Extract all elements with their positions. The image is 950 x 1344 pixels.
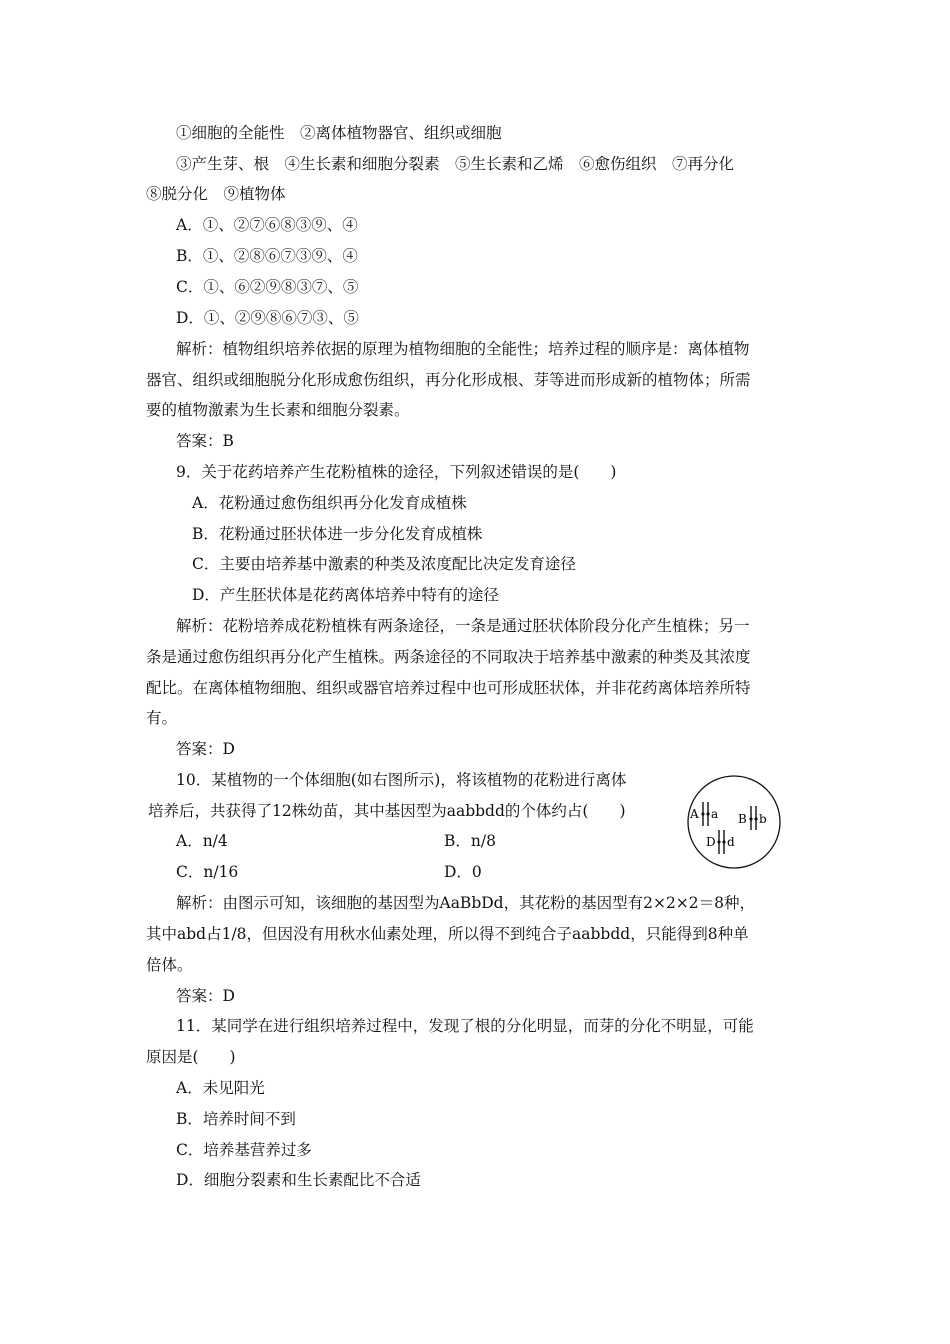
text-line: ⑧脱分化 ⑨植物体 — [146, 185, 286, 203]
question-9: 9．关于花药培养产生花粉植株的途径，下列叙述错误的是( ) — [176, 463, 617, 481]
question-10: 10．某植物的一个体细胞(如右图所示)，将该植物的花粉进行离体 — [176, 771, 627, 789]
option-c: C．①、⑥②⑨⑧③⑦、⑤ — [176, 278, 359, 296]
option-a: A．①、②⑦⑥⑧③⑨、④ — [176, 216, 358, 234]
gene-label-D: D — [706, 835, 716, 849]
gene-label-A: A — [690, 807, 699, 821]
option-a: A．n/4 — [176, 832, 228, 850]
option-d: D．0 — [444, 863, 482, 881]
analysis-text: 其中abd占1/8，但因没有用秋水仙素处理，所以得不到纯合子aabbdd，只能得到8种单 — [146, 925, 749, 943]
option-c: C．n/16 — [176, 863, 239, 881]
gene-label-B: B — [738, 812, 747, 826]
analysis-text: 要的植物激素为生长素和细胞分裂素。 — [146, 401, 410, 419]
option-a: A．未见阳光 — [176, 1079, 265, 1097]
text-line: ③产生芽、根 ④生长素和细胞分裂素 ⑤生长素和乙烯 ⑥愈伤组织 ⑦再分化 — [176, 155, 735, 173]
option-b: B．培养时间不到 — [176, 1110, 296, 1128]
gene-locus — [717, 840, 720, 843]
answer-text: 答案：B — [176, 432, 234, 450]
analysis-text: 解析：植物组织培养依据的原理为植物细胞的全能性；培养过程的顺序是：离体植物 — [176, 340, 750, 358]
option-b: B．①、②⑧⑥⑦③⑨、④ — [176, 247, 358, 265]
question-11: 11．某同学在进行组织培养过程中，发现了根的分化明显，而芽的分化不明显，可能 — [176, 1017, 754, 1035]
option-c: C．主要由培养基中激素的种类及浓度配比决定发育途径 — [192, 555, 576, 573]
text-line: ①细胞的全能性 ②离体植物器官、组织或细胞 — [176, 124, 502, 142]
gene-locus — [722, 840, 725, 843]
gene-label-a: a — [711, 807, 719, 821]
option-b: B．花粉通过胚状体进一步分化发育成植株 — [192, 525, 483, 543]
option-d: D．细胞分裂素和生长素配比不合适 — [176, 1171, 421, 1189]
question-10: 培养后，共获得了12株幼苗，其中基因型为aabbdd的个体约占( ) — [148, 802, 626, 820]
option-a: A．花粉通过愈伤组织再分化发育成植株 — [192, 494, 467, 512]
option-d: D．①、②⑨⑧⑥⑦③、⑤ — [176, 309, 359, 327]
answer-text: 答案：D — [176, 987, 235, 1005]
analysis-text: 器官、组织或细胞脱分化形成愈伤组织，再分化形成根、芽等进而形成新的植物体；所需 — [146, 371, 751, 389]
option-d: D．产生胚状体是花药离体培养中特有的途径 — [192, 586, 499, 604]
gene-locus — [749, 817, 752, 820]
analysis-text: 配比。在离体植物细胞、组织或器官培养过程中也可形成胚状体，并非花药离体培养所特 — [146, 679, 751, 697]
cell-chromosome-figure — [686, 774, 782, 870]
answer-text: 答案：D — [176, 740, 235, 758]
option-c: C．培养基营养过多 — [176, 1141, 312, 1159]
analysis-text: 有。 — [146, 709, 178, 727]
gene-locus — [701, 812, 704, 815]
analysis-text: 解析：由图示可知，该细胞的基因型为AaBbDd，其花粉的基因型有2×2×2＝8种， — [176, 894, 756, 912]
gene-label-d: d — [727, 835, 735, 849]
analysis-text: 解析：花粉培养成花粉植株有两条途径，一条是通过胚状体阶段分化产生植株；另一 — [176, 617, 750, 635]
option-b: B．n/8 — [444, 832, 496, 850]
gene-label-b: b — [759, 812, 767, 826]
question-11: 原因是( ) — [146, 1048, 236, 1066]
analysis-text: 条是通过愈伤组织再分化产生植株。两条途径的不同取决于培养基中激素的种类及其浓度 — [146, 648, 751, 666]
gene-locus — [754, 817, 757, 820]
analysis-text: 倍体。 — [146, 956, 193, 974]
gene-locus — [706, 812, 709, 815]
